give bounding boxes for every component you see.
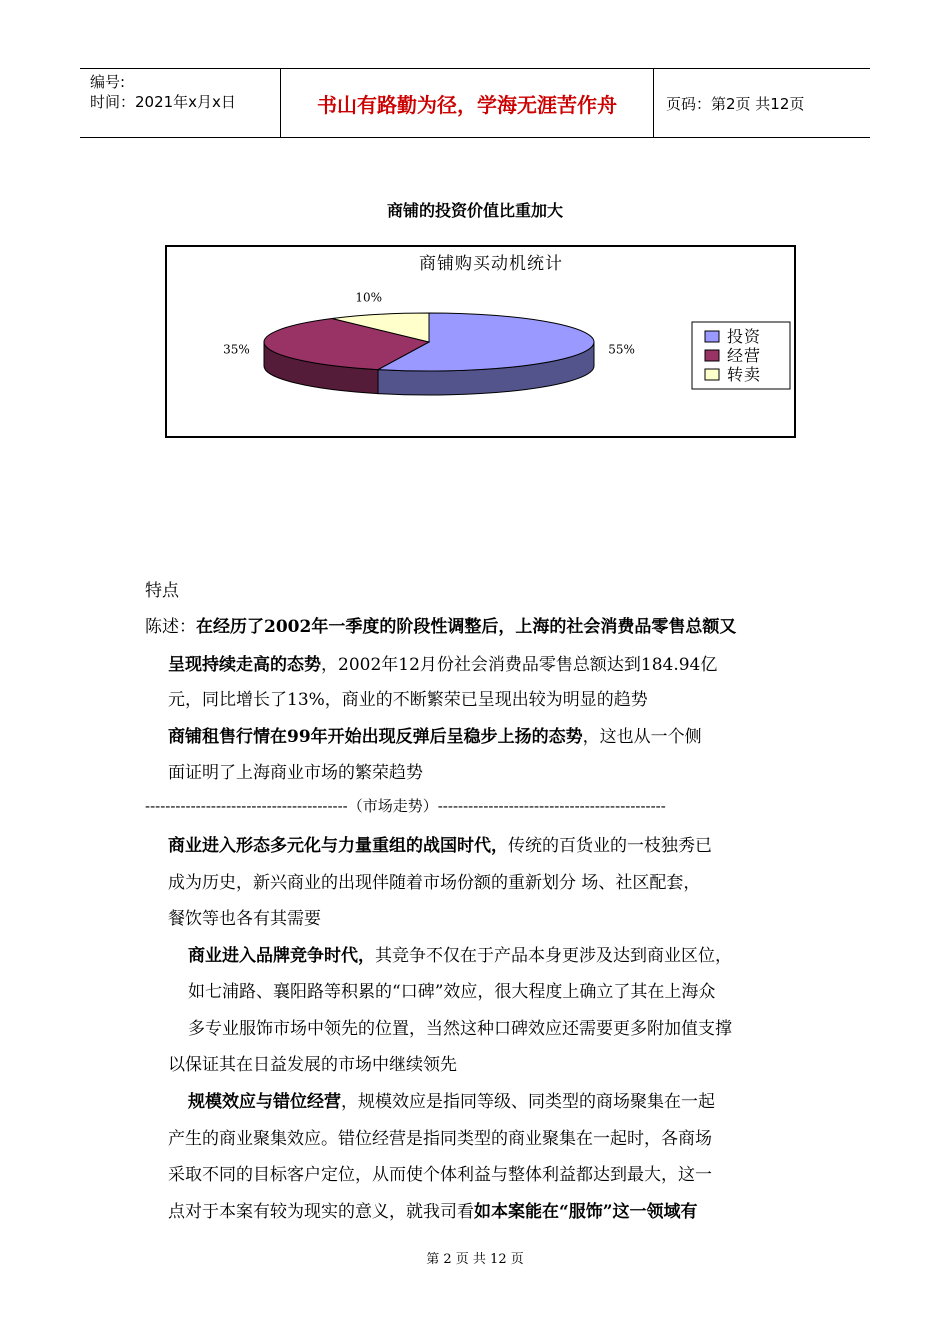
- chart-title: 商铺购买动机统计: [419, 254, 563, 274]
- para2-bold: 商铺租售行情在99年开始出现反弹后呈稳步上扬的态势: [168, 727, 583, 747]
- pie-top: [264, 313, 594, 371]
- para4-line4: 以保证其在日益发展的市场中继续领先: [168, 1055, 457, 1075]
- para5-line2: 产生的商业聚集效应。错位经营是指同类型的商业聚集在一起时，各商场: [168, 1129, 712, 1149]
- legend-label-投资: 投资: [727, 327, 762, 346]
- legend-label-转卖: 转卖: [727, 365, 762, 384]
- para4-line3: 多专业服饰市场中领先的位置，当然这种口碑效应还需要更多附加值支撑: [188, 1019, 732, 1039]
- header-meta: [80, 69, 280, 137]
- para3-line2: 成为历史，新兴商业的出现伴随着市场份额的重新划分 场、社区配套，: [168, 873, 701, 893]
- pie-label-经营: 35%: [223, 342, 250, 357]
- para4-line2: 如七浦路、襄阳路等积累的“口碑”效应，很大程度上确立了其在上海众: [188, 982, 716, 1002]
- legend-label-经营: 经营: [727, 346, 762, 365]
- para1-bold2: 呈现持续走高的态势: [168, 655, 321, 675]
- page-header: [80, 68, 870, 138]
- para1-bold: 在经历了2002年一季度的阶段性调整后，上海的社会消费品零售总额又: [196, 617, 737, 637]
- pie-chart: [165, 245, 797, 443]
- para2-line1: [168, 722, 702, 747]
- para3-line3: 餐饮等也各有其需要: [168, 909, 321, 929]
- page-footer: 第 2 页 共 12 页: [426, 1252, 524, 1267]
- para3-bold: 商业进入形态多元化与力量重组的战国时代，: [168, 836, 508, 856]
- para4-rest: 其竞争不仅在于产品本身更涉及达到商业区位，: [375, 946, 732, 966]
- para5-rest: ，规模效应是指同等级、同类型的商场聚集在一起: [341, 1092, 715, 1112]
- para1-line3: 元，同比增长了13%，商业的不断繁荣已呈现出较为明显的趋势: [168, 690, 648, 710]
- para5-line3: 采取不同的目标客户定位，从而使个体利益与整体利益都达到最大，这一: [168, 1165, 712, 1185]
- para5-bold2: 如本案能在“服饰”这一领域有: [474, 1202, 698, 1222]
- section-divider: ----------------------------------------（市场走势）---------------------------------------------: [145, 797, 666, 815]
- para3-line1: [168, 831, 712, 856]
- pie-label-投资: 55%: [608, 342, 635, 357]
- para2-line2: 面证明了上海商业市场的繁荣趋势: [168, 763, 423, 783]
- pie-chart-svg: [165, 245, 797, 439]
- para2-rest: ，这也从一个侧: [582, 727, 702, 747]
- para1-rest: ，2002年12月份社会消费品零售总额达到184.94亿: [321, 655, 718, 675]
- para3-rest: 传统的百货业的一枝独秀已: [508, 836, 712, 856]
- number-label: 编号:: [90, 73, 126, 91]
- para5-line1: [188, 1087, 715, 1112]
- header-motto: 书山有路勤为径，学海无涯苦作舟: [280, 69, 654, 137]
- para5-bold: 规模效应与错位经营: [188, 1092, 341, 1112]
- pie-label-转卖: 10%: [355, 290, 383, 305]
- time-label: 时间：2021年x月x日: [90, 93, 236, 111]
- header-page-info: 页码：第2页 共12页: [666, 95, 805, 113]
- para5-line4: [168, 1197, 698, 1222]
- legend-swatch-经营: [705, 350, 719, 361]
- para1-prefix: 陈述：: [145, 617, 196, 637]
- para1-line1: [145, 612, 736, 637]
- feature-heading: 特点: [145, 581, 179, 601]
- section-title: 商铺的投资价值比重加大: [386, 201, 563, 220]
- para1-line2: [168, 650, 717, 675]
- legend-swatch-投资: [705, 331, 719, 342]
- legend-swatch-转卖: [705, 369, 719, 380]
- para4-bold: 商业进入品牌竞争时代，: [188, 946, 375, 966]
- legend-items: [705, 327, 761, 384]
- para5-plain: 点对于本案有较为现实的意义，就我司看: [168, 1202, 474, 1222]
- para4-line1: [188, 941, 732, 966]
